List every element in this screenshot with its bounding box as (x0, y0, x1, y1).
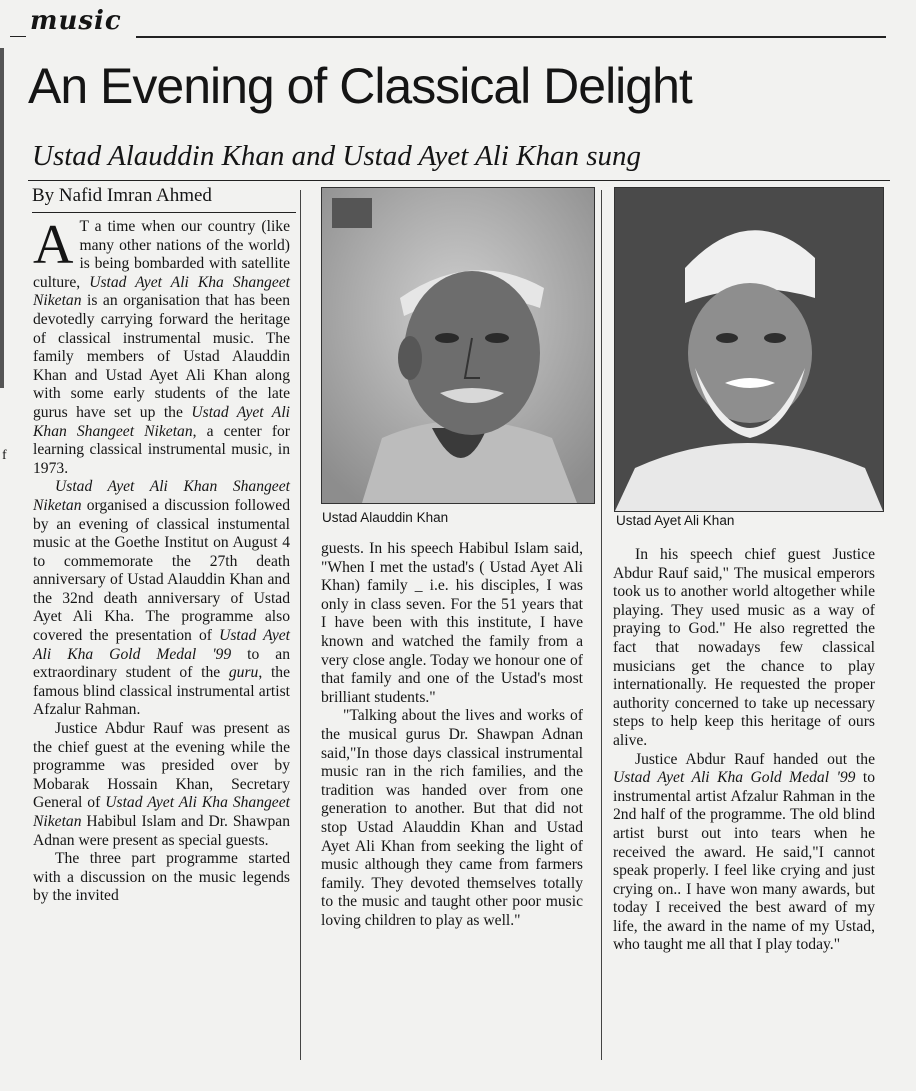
headline: An Evening of Classical Delight (28, 58, 692, 114)
italic-text: Ustad Ayet Ali Khan Shangeet Niketan (33, 403, 290, 440)
italic-text: Ustad Ayet Ali Khan Shangeet Niketan (33, 478, 290, 514)
text: , a center for learning classical instrumental music, in 1973. (33, 422, 290, 477)
paragraph: The three part programme started with a discussion on the music legends by the invited (33, 850, 290, 905)
header-rule (136, 36, 886, 38)
paragraph (613, 751, 875, 956)
header-rule-left (10, 36, 26, 37)
italic-text: Ustad Ayet Ali Kha Shangeet Niketan (33, 273, 290, 310)
italic-text: Ustad Ayet Ali Kha Shangeet Niketan (33, 794, 290, 830)
column-divider-1 (300, 190, 301, 1060)
left-edge-rule (0, 48, 4, 388)
italic-text: Ustad Ayet Ali Kha Gold Medal '99 (33, 627, 290, 663)
text: Justice Abdur Rauf handed out the (635, 750, 875, 768)
text: to instrumental artist Afzalur Rahman in the 2nd half of the programme. The old blind artist burst out into tears when he received the award. He said,"I cannot speak properly. I feel like crying and just crying on.. I have won many awards, but today I received the best award of my life, the award in the name of my Ustad, who taught me all that I play today." (613, 769, 876, 954)
portrait-alauddin-khan (322, 188, 594, 503)
drop-cap: A (33, 214, 74, 276)
photo-alauddin-khan (321, 187, 595, 504)
column-divider-2 (601, 190, 602, 1060)
italic-text: Ustad Ayet Ali Kha Gold Medal '99 (613, 769, 856, 787)
text: , the famous blind classical instrumental artist Afzalur Rahman. (33, 664, 290, 719)
text: T a time when our country (like many other nations of the world) is being bombarded with satellite culture, (33, 218, 290, 291)
text: is an organisation that has been devotedly carrying forward the heritage of classical instrumental music. The family members of Ustad Alauddin Khan and Ustad Ayet Ali Khan along with some early students of the late gurus have set up the (33, 292, 290, 421)
article-column-1 (33, 214, 290, 906)
section-label: music (30, 6, 122, 36)
text: Habibul Islam and Dr. Shawpan Adnan were present as special guests. (33, 813, 290, 849)
paragraph (33, 720, 290, 850)
photo-ayet-ali-khan (614, 187, 884, 512)
caption-ayet-ali-khan: Ustad Ayet Ali Khan (616, 513, 735, 528)
paragraph: guests. In his speech Habibul Islam said, "When I met the ustad's ( Ustad Ayet Ali Khan) family _ i.e. his disciples, I was only in class seven. For the 51 years that I have been with this institute, I have known and watched the family from a very close angle. Today we honour one of that family and one of the Ustad's most brilliant students." (321, 540, 583, 706)
subhead: Ustad Alauddin Khan and Ustad Ayet Ali Khan sung (32, 140, 642, 172)
paragraph (33, 214, 290, 478)
article-column-3 (613, 546, 875, 955)
article-column-2 (321, 540, 583, 930)
edge-glyph: f (2, 448, 7, 463)
subhead-rule (28, 180, 890, 181)
text: Justice Abdur Rauf was present as the chief guest at the evening while the programme was presided over by Mobarak Hossain Khan, Secretary General of (33, 720, 290, 812)
caption-alauddin-khan: Ustad Alauddin Khan (322, 510, 449, 525)
paragraph: In his speech chief guest Justice Abdur Rauf said," The musical emperors took us to another world altogether while playing. They used music as a way of praying to God." He also regretted the fact that nowadays few classical musicians get the chance to play internationally. He requested the proper authority concerned to take up necessary steps to help keep this heritage of ours alive. (613, 546, 875, 749)
text: to an extraordinary student of the (33, 645, 290, 682)
byline: By Nafid Imran Ahmed (32, 185, 212, 206)
portrait-ayet-ali-khan (615, 188, 883, 511)
paragraph: "Talking about the lives and works of the musical gurus Dr. Shawpan Adnan said,"In those days classical instrumental music ran in the rich families, and the tradition was handed over from one generation to another. But that did not stop Ustad Alauddin Khan and Ustad Ayet Ali Khan from seeking the light of music although they came from farmers family. They devoted themselves totally to the music and taught other poor music loving children to play as well." (321, 707, 583, 929)
paragraph (33, 478, 290, 720)
text: organised a discussion followed by an evening of classical instumental music at the Goethe Institut on August 4 to commemorate the 27th death anniversary of Ustad Alauddin Khan and the 32nd death anniversary of Ustad Ayet Ali Kha. The programme also covered the presentation of (33, 496, 290, 645)
italic-text: guru (228, 664, 259, 682)
byline-rule (32, 212, 296, 213)
